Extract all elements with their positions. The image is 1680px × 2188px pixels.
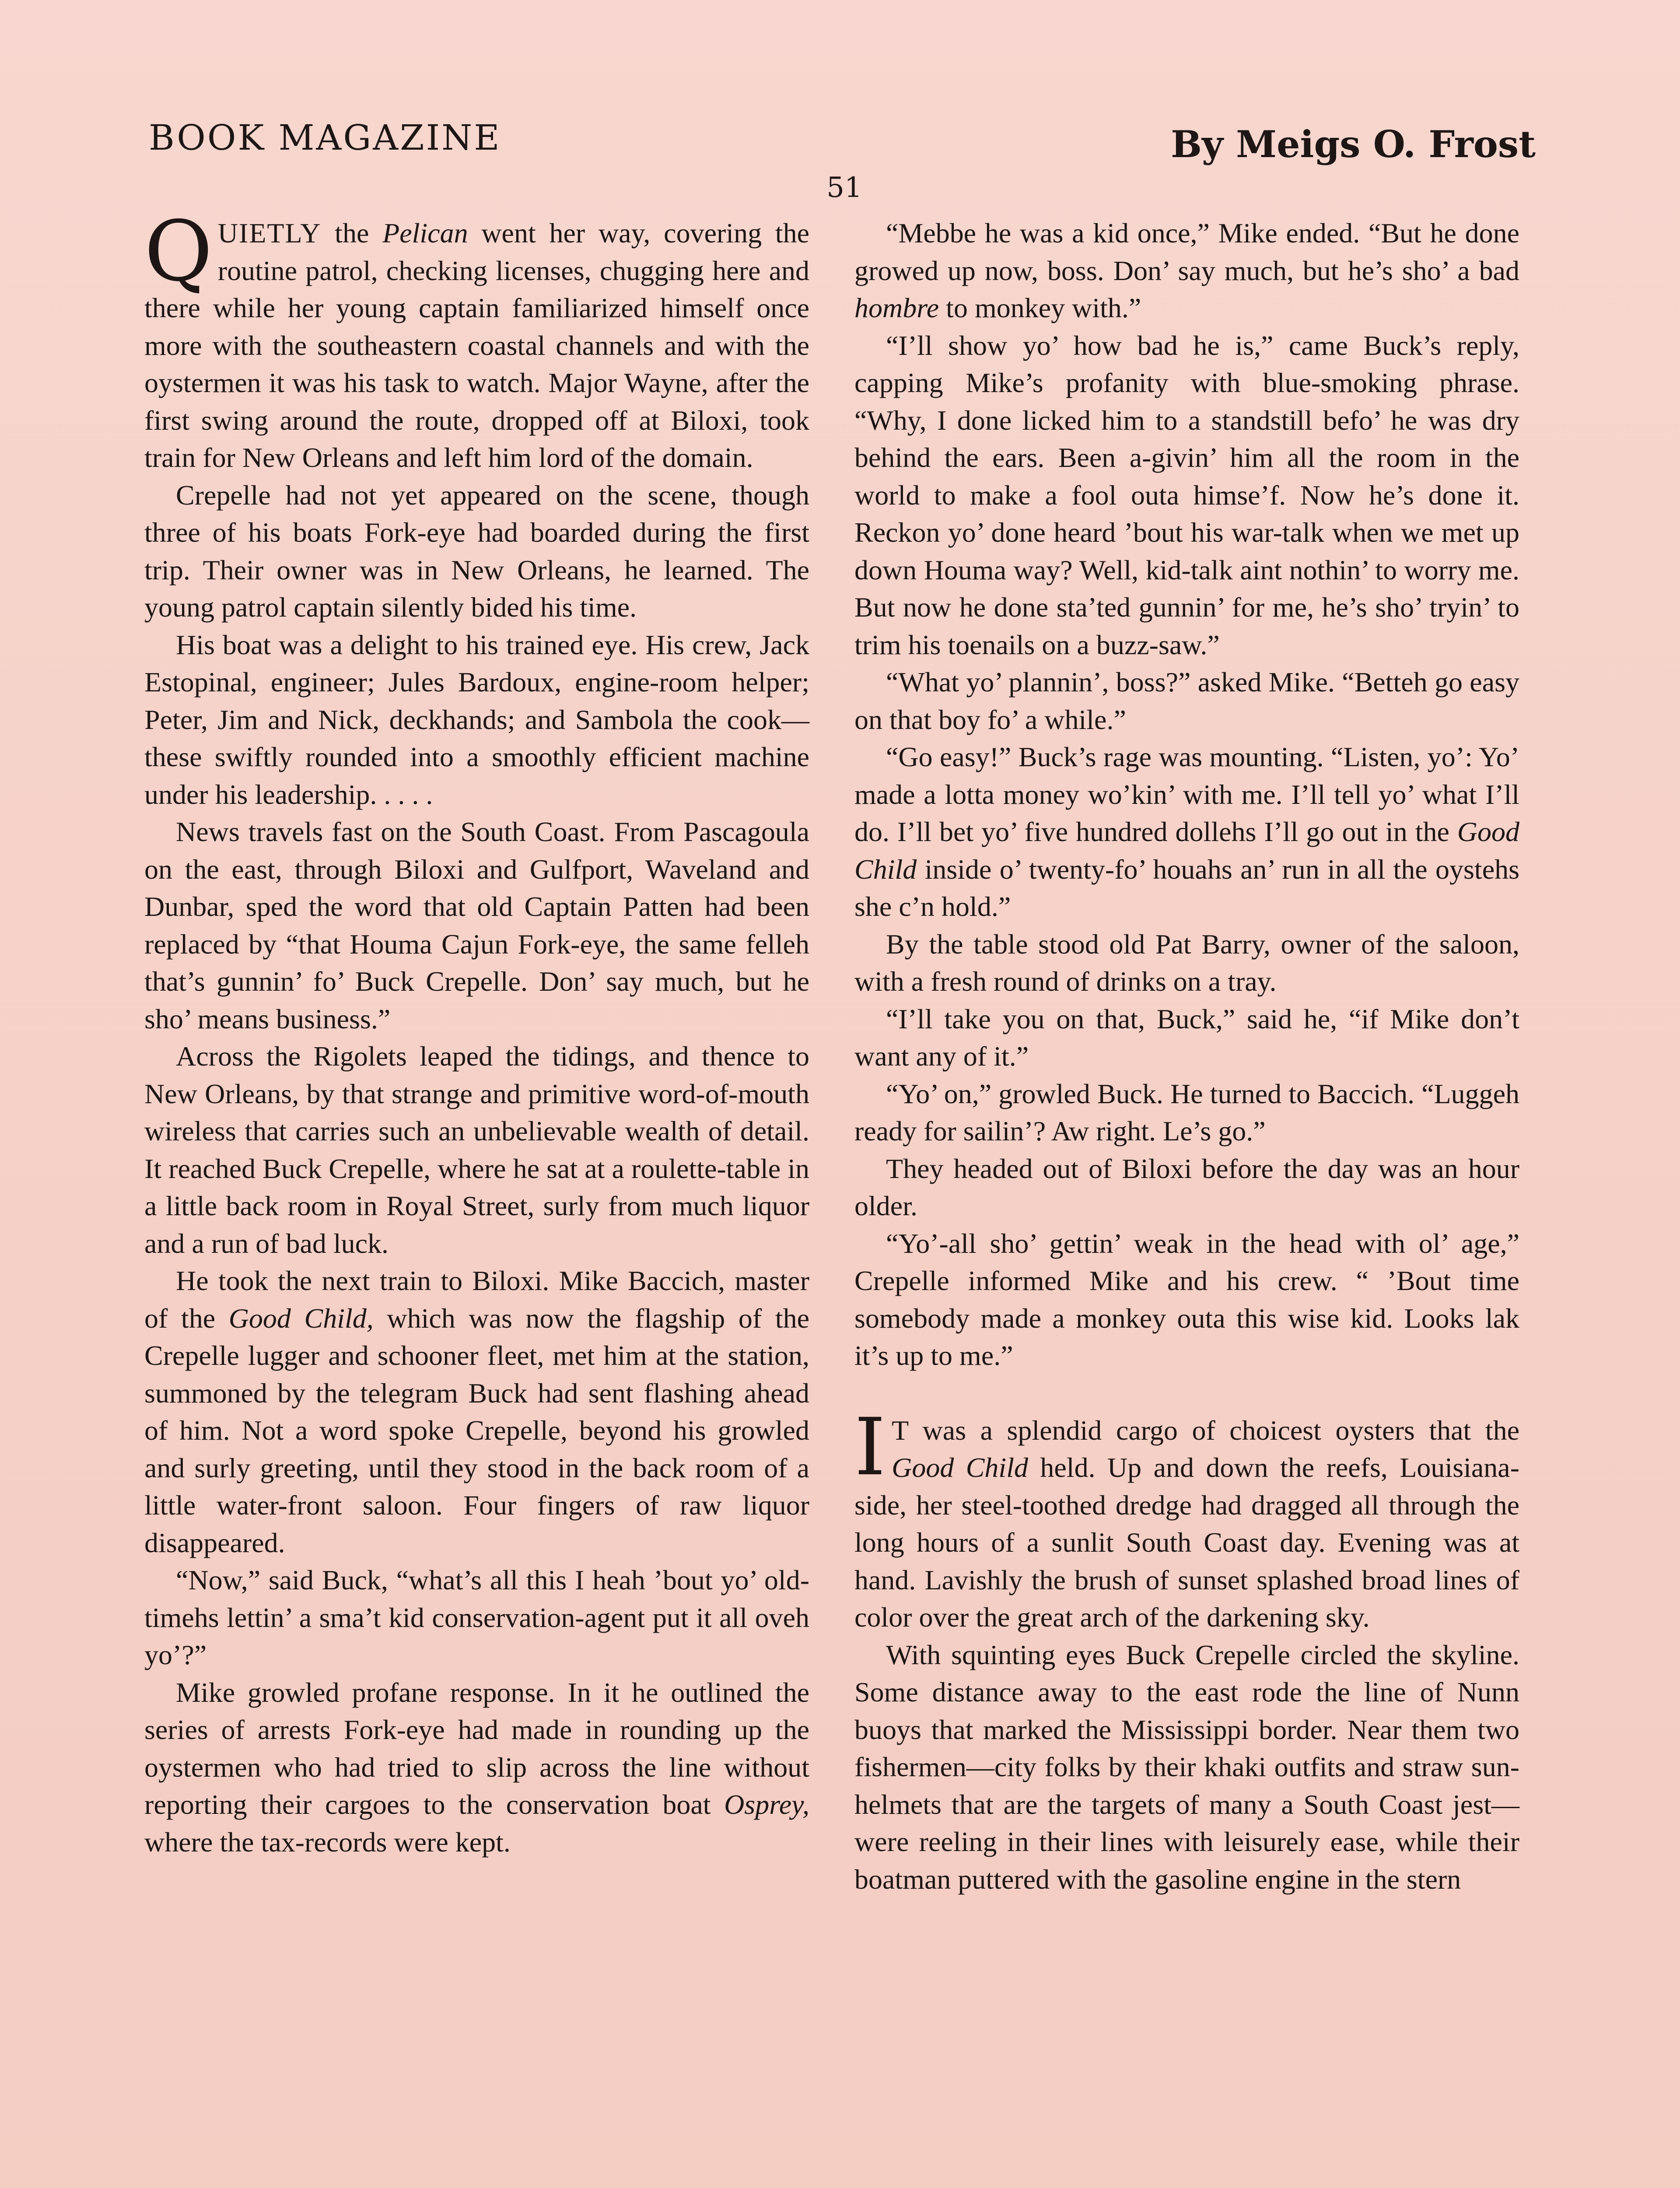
- ship-name: Pelican: [382, 217, 468, 249]
- ship-name: Good Child: [892, 1452, 1028, 1483]
- paragraph-text: T was a splendid cargo of choicest oysters that the: [892, 1414, 1519, 1446]
- paragraph-text: went her way, covering the routine patrol, checking licenses, chugging here and there while her young captain familiarized himself once more with the southeastern coastal channels and with the oystermen it was his task to watch. Major Wayne, after the first swing around the route, dropped off at Biloxi, took train for New Orleans and left him lord of the domain.: [144, 217, 809, 473]
- magazine-title: BOOK MAGAZINE: [149, 117, 501, 158]
- paragraph: Crepelle had not yet appeared on the scene, though three of his boats Fork-eye had boarded during the first trip. Their owner was in New Orleans, he learned. The young patrol captain silently bided his time.: [144, 479, 809, 623]
- paragraph-text: held. Up and down the reefs, Louisiana-side, her steel-toothed dredge had dragged all through the long hours of a sunlit South Coast day. Evening was at hand. Lavishly the brush of sunset splashed broad lines of color over the great arch of the darkening sky.: [854, 1452, 1520, 1633]
- paragraph-text: inside o’ twenty-fo’ houahs an’ run in all the oystehs she c’n hold.”: [854, 853, 1519, 922]
- paragraph: “I’ll show yo’ how bad he is,” came Buck’s reply, capping Mike’s profanity with blue-smoking phrase. “Why, I done licked him to a standstill befo’ he was dry behind the ears. Been a-givin’ him all the room in the world to make a fool outa himse’f. Now he’s done it. Reckon yo’ done heard ’bout his war-talk when we met up down Houma way? Well, kid-talk aint nothin’ to worry me. But now he done sta’ted gunnin’ for me, he’s sho’ tryin’ to trim his toenails on a buzz-saw.”: [854, 330, 1519, 660]
- paragraph-text: “Mebbe he was a kid once,” Mike ended. “But he done growed up now, boss. Don’ say much, but he’s sho’ a bad: [854, 217, 1519, 286]
- paragraph: [144, 203, 809, 477]
- paragraph: [144, 1674, 809, 1861]
- lead-word: UIETLY: [217, 217, 322, 249]
- page-number: 51: [826, 172, 862, 204]
- author-byline: By Meigs O. Frost: [1171, 123, 1536, 166]
- paragraph-text: He took the next train to Biloxi. Mike Baccich, master of the: [144, 1265, 809, 1334]
- paragraph: Across the Rigolets leaped the tidings, and thence to New Orleans, by that strange and primitive word-of-mouth wireless that carries such an unbelievable wealth of detail. It reached Buck Crepelle, where he sat at a roulette-table in a little back room in Royal Street, surly from much liquor and a run of bad luck.: [144, 1041, 809, 1259]
- ship-name: Good Child: [854, 816, 1519, 885]
- section-break: [854, 1375, 1519, 1412]
- paragraph-text: Mike growled profane response. In it he outlined the series of arrests Fork-eye had made in rounding up the oystermen who had tried to slip across the line without reporting their cargoes to the conservation boat: [144, 1676, 809, 1820]
- ship-name: Osprey,: [724, 1789, 809, 1820]
- right-column: [854, 214, 1519, 1898]
- paragraph: “Yo’-all sho’ gettin’ weak in the head with ol’ age,” Crepelle informed Mike and his crew. “ ’Bout time somebody made a monkey outa this wise kid. Looks lak it’s up to me.”: [854, 1227, 1519, 1371]
- paragraph: They headed out of Biloxi before the day was an hour older.: [854, 1153, 1519, 1221]
- paragraph: [854, 738, 1519, 926]
- paragraph-text: to monkey with.”: [939, 292, 1141, 323]
- paragraph: “Yo’ on,” growled Buck. He turned to Baccich. “Luggeh ready for sailin’? Aw right. Le’s go.”: [854, 1078, 1519, 1147]
- ship-name: Good Child,: [228, 1302, 374, 1334]
- left-column: [144, 203, 810, 1861]
- paragraph: “I’ll take you on that, Buck,” said he, “if Mike don’t want any of it.”: [854, 1003, 1519, 1072]
- paragraph: With squinting eyes Buck Crepelle circled the skyline. Some distance away to the east rode the line of Nunn buoys that marked the Mississippi border. Near them two fishermen—city folks by their khaki outfits and straw sun-helmets that are the targets of many a South Coast jest—were reeling in their lines with leisurely ease, while their boatman puttered with the gasoline engine in the stern: [854, 1639, 1519, 1895]
- paragraph: His boat was a delight to his trained eye. His crew, Jack Estopinal, engineer; Jules Bardoux, engine-room helper; Peter, Jim and Nick, deckhands; and Sambola the cook—these swiftly rounded into a smoothly efficient machine under his leadership. . . . .: [144, 629, 809, 810]
- paragraph-text: “Go easy!” Buck’s rage was mounting. “Listen, yo’: Yo’ made a lotta money wo’kin’ with me. I’ll tell yo’ what I’ll do. I’ll bet yo’ five hundred dollehs I’ll go out in the: [854, 741, 1519, 847]
- drop-cap: I: [854, 1401, 886, 1493]
- paragraph: [854, 1401, 1520, 1636]
- italic-word: hombre: [854, 292, 939, 323]
- paragraph: [144, 1262, 809, 1561]
- drop-cap: Q: [144, 203, 213, 300]
- paragraph: “Now,” said Buck, “what’s all this I heah ’bout yo’ old-timehs lettin’ a sma’t kid conservation-agent put it all oveh yo’?”: [144, 1564, 809, 1670]
- paragraph: News travels fast on the South Coast. From Pascagoula on the east, through Biloxi and Gulfport, Waveland and Dunbar, sped the word that old Captain Patten had been replaced by “that Houma Cajun Fork-eye, the same felleh that’s gunnin’ fo’ Buck Crepelle. Don’ say much, but he sho’ means business.”: [144, 816, 809, 1034]
- paragraph-text: where the tax-records were kept.: [144, 1826, 511, 1858]
- paragraph: “What yo’ plannin’, boss?” asked Mike. “Betteh go easy on that boy fo’ a while.”: [854, 666, 1519, 735]
- paragraph: By the table stood old Pat Barry, owner of the saloon, with a fresh round of drinks on a tray.: [854, 928, 1519, 997]
- paragraph-text: the: [321, 217, 383, 249]
- paragraph: [854, 214, 1519, 327]
- paragraph-text: which was now the flagship of the Crepelle lugger and schooner fleet, met him at the station, summoned by the telegram Buck had sent flashing ahead of him. Not a word spoke Crepelle, beyond his growled and surly greeting, until they stood in the back room of a little water-front saloon. Four fingers of raw liquor disappeared.: [144, 1302, 810, 1558]
